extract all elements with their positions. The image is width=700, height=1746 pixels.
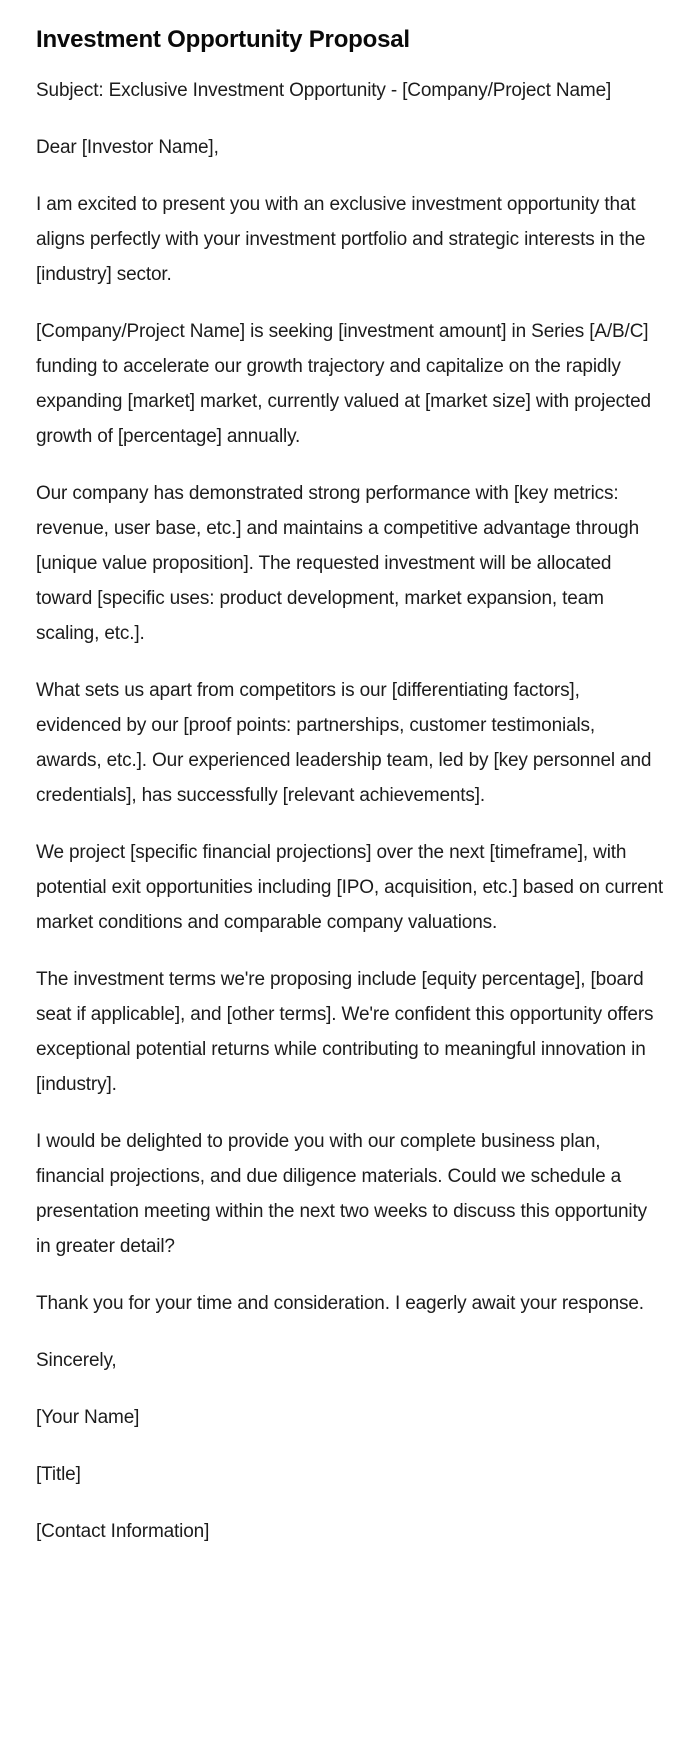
paragraph-projections: We project [specific financial projections] over the next [timeframe], with potential exit opportunities including [IPO, acquisition, etc.] based on current market conditions and comparable company valuations.	[36, 842, 663, 933]
paragraph-closing: Sincerely,	[36, 1350, 117, 1371]
paragraph-signature-title: [Title]	[36, 1464, 81, 1485]
page-title: Investment Opportunity Proposal	[36, 26, 410, 53]
paragraph-differentiators: What sets us apart from competitors is our [differentiating factors], evidenced by our [proof points: partnerships, customer testimonials, awards, etc.]. Our experienced leadership team, led by [key personnel and credentials], has successfully [relevant achievements].	[36, 680, 652, 806]
paragraph-intro: I am excited to present you with an exclusive investment opportunity that aligns perfectly with your investment portfolio and strategic interests in the [industry] sector.	[36, 194, 646, 285]
paragraph-subject-line: Subject: Exclusive Investment Opportunity - [Company/Project Name]	[36, 80, 612, 101]
paragraph-signature-contact: [Contact Information]	[36, 1521, 210, 1542]
paragraph-salutation: Dear [Investor Name],	[36, 137, 219, 158]
paragraph-company-performance: Our company has demonstrated strong performance with [key metrics: revenue, user base, etc.] and maintains a competitive advantage through [unique value proposition]. The requested investment will be allocated toward [specific uses: product development, market expansion, team scaling, etc.].	[36, 483, 640, 644]
paragraph-investment-terms: The investment terms we're proposing include [equity percentage], [board seat if applicable], and [other terms]. We're confident this opportunity offers exceptional potential returns while contributing to meaningful innovation in [industry].	[36, 969, 654, 1095]
paragraph-thank-you: Thank you for your time and consideration. I eagerly await your response.	[36, 1293, 644, 1314]
paragraph-next-steps: I would be delighted to provide you with our complete business plan, financial projections, and due diligence materials. Could we schedule a presentation meeting within the next two weeks to discuss this opportunity in greater detail?	[36, 1131, 647, 1257]
paragraph-funding-ask: [Company/Project Name] is seeking [investment amount] in Series [A/B/C] funding to accelerate our growth trajectory and capitalize on the rapidly expanding [market] market, currently valued at [market size] with projected growth of [percentage] annually.	[36, 321, 651, 447]
paragraph-signature-name: [Your Name]	[36, 1407, 140, 1428]
